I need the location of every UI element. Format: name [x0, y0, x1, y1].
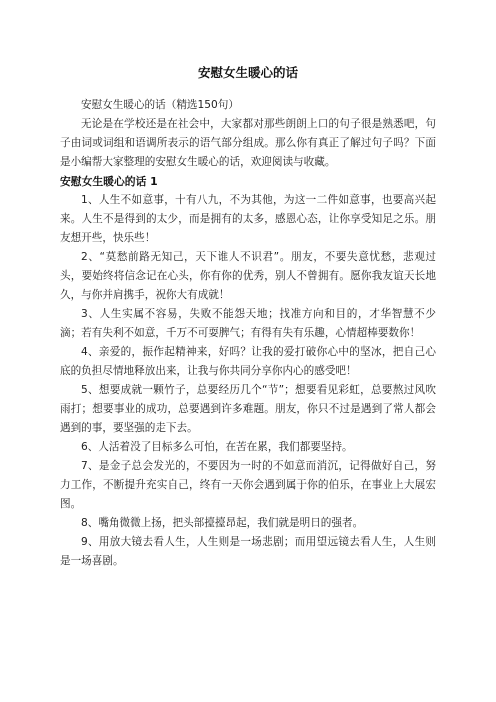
- intro-paragraph: 无论是在学校还是在社会中，大家都对那些朗朗上口的句子很是熟悉吧，句子由词或词组和语调所表示的语气部分组成。那么你有真正了解过句子吗？下面是小编帮大家整理的安慰女生暖心的话，欢迎阅读与收藏。: [60, 118, 436, 168]
- section-heading: 安慰女生暖心的话 1: [60, 175, 158, 188]
- list-item: 9、用放大镜去看人生，人生则是一场悲剧；而用望远镜去看人生，人生则是一场喜剧。: [60, 536, 436, 567]
- list-item: 6、人活着没了目标多么可怕，在苦在累，我们都要坚持。: [81, 441, 353, 453]
- list-item: 2、“莫愁前路无知己，天下谁人不识君”。朋友，不要失意忧愁，悲观过头，要始终将信念记在心头，你有你的优秀，别人不曾拥有。愿你我友谊天长地久，与你并肩携手，祝你大有成就！: [60, 251, 436, 301]
- document-title: 安慰女生暖心的话: [197, 65, 298, 80]
- list-item: 3、人生实属不容易，失败不能怨天地；找准方向和目的，才华智慧不少滴；若有失利不如意，千万不可耍脾气；有得有失有乐趣，心情超棒要数你！: [60, 308, 436, 339]
- list-item: 1、人生不如意事，十有八九，不为其他，为这一二件如意事，也要高兴起来。人生不是得到的太少，而是拥有的太多，感恩心态，让你享受知足之乐。朋友想开些，快乐些！: [60, 194, 436, 244]
- list-item: 7、是金子总会发光的，不要因为一时的不如意而消沉，记得做好自己，努力工作，不断提升充实自己，终有一天你会遇到属于你的伯乐，在事业上大展宏图。: [60, 460, 436, 510]
- list-item: 8、嘴角微微上扬，把头部擡擡昂起，我们就是明日的强者。: [81, 517, 364, 529]
- list-item: 5、想要成就一颗竹子，总要经历几个“节”；想要看见彩虹，总要熬过风吹雨打；想要事业的成功，总要遇到许多难题。朋友，你只不过是遇到了常人都会遇到的事，要坚强的走下去。: [60, 384, 436, 434]
- intro-subtitle: 安慰女生暖心的话（精选150句）: [81, 99, 239, 111]
- list-item: 4、亲爱的，振作起精神来，好吗？让我的爱打破你心中的坚冰，把自己心底的负担尽情地释放出来，让我与你共同分享你内心的感受吧！: [60, 346, 436, 377]
